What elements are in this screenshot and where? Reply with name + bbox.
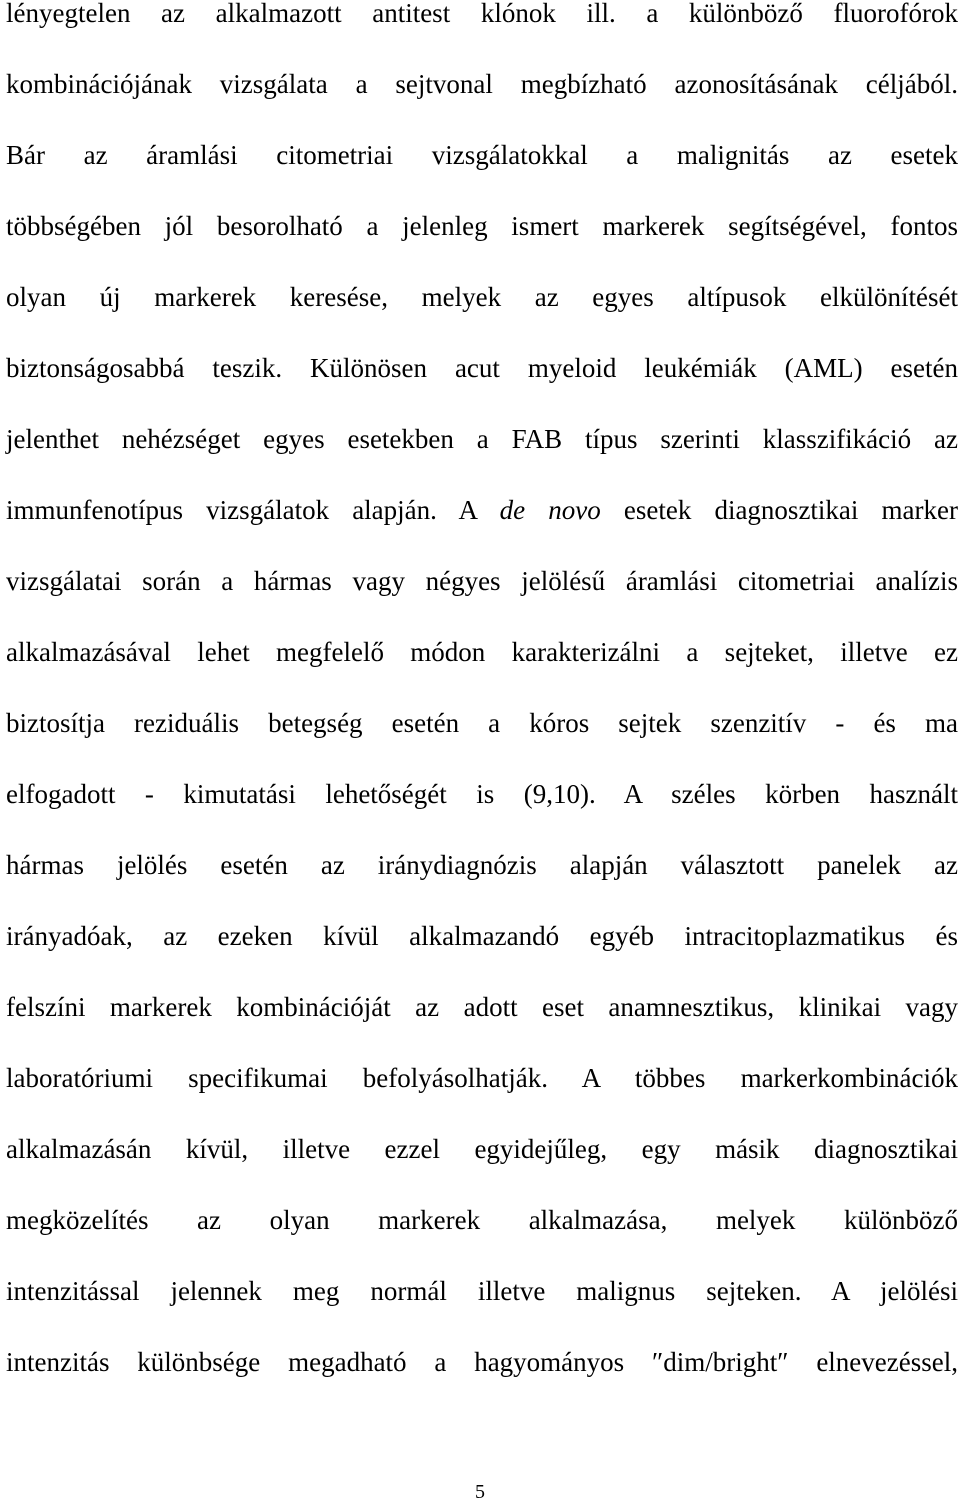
text-line-1: lényegtelen az alkalmazott antitest klónok ill. a különböző fluorofórok: [6, 0, 958, 28]
text-line-8-before: immunfenotípus vizsgálatok alapján. A: [6, 495, 500, 525]
text-line-13: hármas jelölés esetén az iránydiagnózis alapján választott panelek az: [6, 850, 958, 880]
text-line-6: biztonságosabbá teszik. Különösen acut myeloid leukémiák (AML) esetén: [6, 353, 958, 383]
text-line-11: biztosítja reziduális betegség esetén a kóros sejtek szenzitív - és ma: [6, 708, 958, 738]
text-line-16: laboratóriumi specifikumai befolyásolhatják. A többes markerkombinációk: [6, 1063, 958, 1093]
italic-term-de-novo: de novo: [499, 495, 601, 525]
text-line-20: intenzitás különbsége megadható a hagyományos ″dim/bright″ elnevezéssel,: [6, 1347, 958, 1377]
text-line-4: többségében jól besorolható a jelenleg ismert markerek segítségével, fontos: [6, 211, 958, 241]
text-line-14: irányadóak, az ezeken kívül alkalmazandó egyéb intracitoplazmatikus és: [6, 921, 958, 951]
text-line-12: elfogadott - kimutatási lehetőségét is (9,10). A széles körben használt: [6, 779, 958, 809]
text-line-8: [6, 490, 958, 530]
text-line-17: alkalmazásán kívül, illetve ezzel egyidejűleg, egy másik diagnosztikai: [6, 1134, 958, 1164]
text-line-2: kombinációjának vizsgálata a sejtvonal megbízható azonosításának céljából.: [6, 69, 958, 99]
text-line-7: jelenthet nehézséget egyes esetekben a FAB típus szerinti klasszifikáció az: [6, 424, 958, 454]
document-page: [6, 0, 958, 1504]
text-line-19: intenzitással jelennek meg normál illetve malignus sejteken. A jelölési: [6, 1276, 958, 1306]
text-line-3: Bár az áramlási citometriai vizsgálatokkal a malignitás az esetek: [6, 140, 958, 170]
text-line-8-after: esetek diagnosztikai marker: [600, 495, 958, 525]
text-line-10: alkalmazásával lehet megfelelő módon karakterizálni a sejteket, illetve ez: [6, 637, 958, 667]
text-line-15: felszíni markerek kombinációját az adott eset anamnesztikus, klinikai vagy: [6, 992, 958, 1022]
text-line-9: vizsgálatai során a hármas vagy négyes jelölésű áramlási citometriai analízis: [6, 566, 958, 596]
text-line-18: megközelítés az olyan markerek alkalmazása, melyek különböző: [6, 1205, 958, 1235]
page-number: 5: [475, 1481, 485, 1503]
text-line-5: olyan új markerek keresése, melyek az egyes altípusok elkülönítését: [6, 282, 958, 312]
